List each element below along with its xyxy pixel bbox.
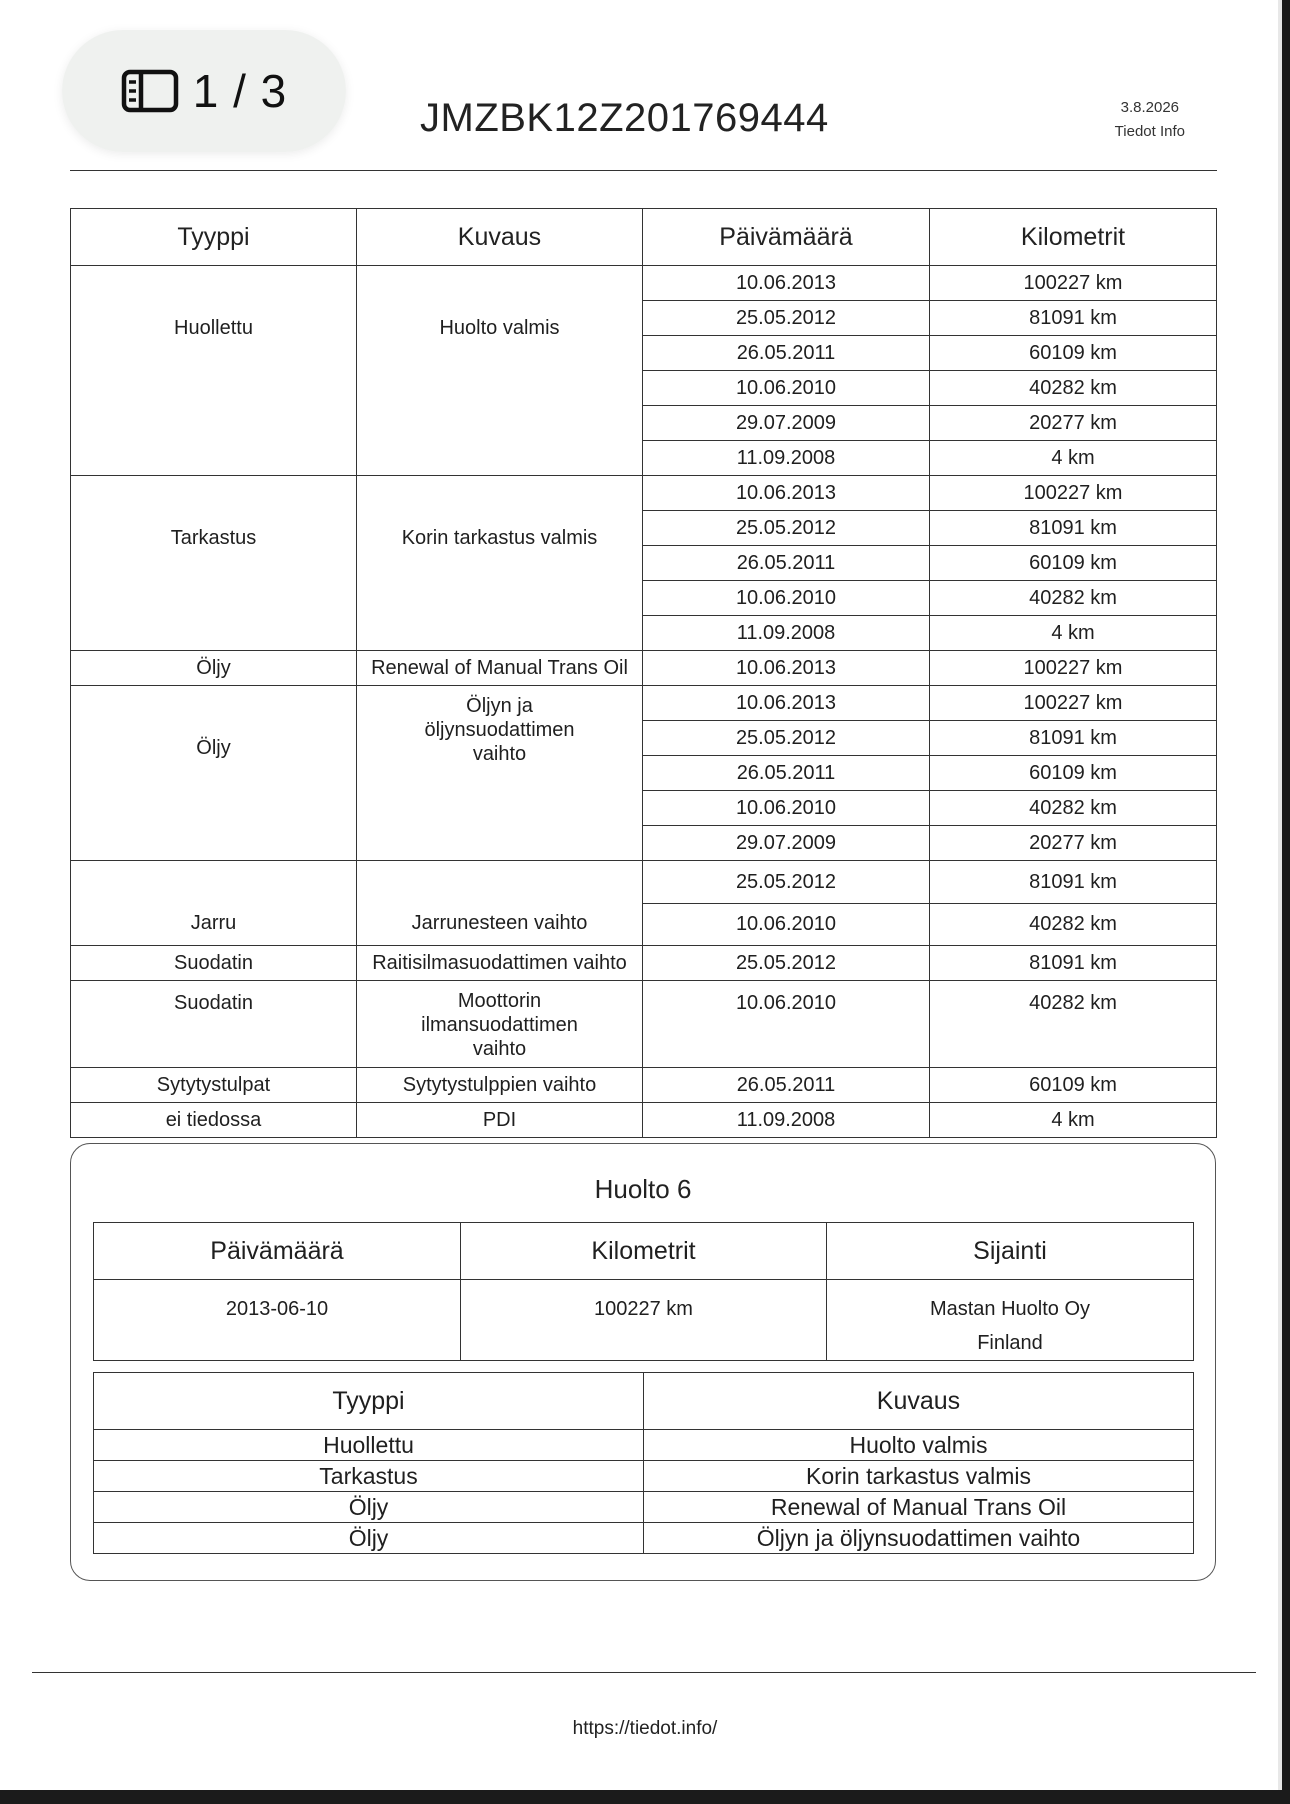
type-cell: Öljy [71,686,357,861]
item-description-cell: Renewal of Manual Trans Oil [644,1492,1194,1523]
km-cell: 40282 km [930,581,1217,616]
summary-km: 100227 km [461,1280,827,1361]
summary-header-km: Kilometrit [461,1223,827,1280]
item-description-cell: Korin tarkastus valmis [644,1461,1194,1492]
date-cell: 25.05.2012 [643,721,930,756]
location-country: Finland [977,1332,1043,1354]
date-cell: 10.06.2013 [643,476,930,511]
table-row [94,1461,1194,1492]
date-cell: 25.05.2012 [643,511,930,546]
service-card-title: Huolto 6 [594,1174,692,1204]
description-cell: Moottorin ilmansuodattimen vaihto [357,981,643,1068]
date-cell: 11.09.2008 [643,1103,930,1138]
summary-header-row [94,1223,1194,1280]
date-cell: 26.05.2011 [643,1068,930,1103]
km-cell: 60109 km [930,336,1217,371]
description-cell: PDI [357,1103,643,1138]
table-row [71,476,1217,511]
footer-link[interactable]: https://tiedot.info/ [572,1718,718,1739]
type-cell: Öljy [71,651,357,686]
km-cell: 100227 km [930,476,1217,511]
table-row [71,266,1217,301]
footer-divider [32,1672,1256,1673]
item-type-cell: Öljy [94,1492,644,1523]
table-row [71,1103,1217,1138]
km-cell: 40282 km [930,903,1217,946]
item-description-cell: Öljyn ja öljynsuodattimen vaihto [644,1523,1194,1554]
km-cell: 60109 km [930,546,1217,581]
km-cell: 4 km [930,1103,1217,1138]
km-cell: 60109 km [930,1068,1217,1103]
item-description-cell: Huolto valmis [644,1430,1194,1461]
table-row [94,1430,1194,1461]
type-cell: Sytytystulpat [71,1068,357,1103]
service-history-table [70,208,1217,1138]
summary-row [94,1280,1194,1361]
date-cell: 10.06.2013 [643,651,930,686]
date-cell: 11.09.2008 [643,616,930,651]
items-header-row [94,1373,1194,1430]
table-row [71,651,1217,686]
description-cell: Huolto valmis [357,266,643,476]
col-header-type: Tyyppi [71,209,357,266]
km-cell: 20277 km [930,406,1217,441]
description-cell: Öljyn ja öljynsuodattimen vaihto [357,686,643,861]
page-thumbnails-icon [121,69,179,113]
history-body [71,266,1217,1138]
table-row [71,981,1217,1068]
service-items-table [93,1372,1194,1554]
location-name: Mastan Huolto Oy [929,1298,1091,1320]
km-cell: 4 km [930,441,1217,476]
col-header-description: Kuvaus [357,209,643,266]
summary-header-date: Päivämäärä [94,1223,461,1280]
date-cell: 10.06.2010 [643,791,930,826]
date-cell: 29.07.2009 [643,406,930,441]
table-row [94,1492,1194,1523]
table-row [71,946,1217,981]
vin-title: JMZBK12Z201769444 [420,96,829,140]
date-cell: 10.06.2013 [643,266,930,301]
items-header-type: Tyyppi [94,1373,644,1430]
print-date: 3.8.2026 [1120,99,1180,116]
km-cell: 60109 km [930,756,1217,791]
col-header-date: Päivämäärä [643,209,930,266]
km-cell: 40282 km [930,791,1217,826]
items-body [94,1430,1194,1554]
date-cell: 25.05.2012 [643,861,930,904]
table-row [71,861,1217,904]
service-summary-table [93,1222,1194,1361]
date-cell: 29.07.2009 [643,826,930,861]
km-cell: 81091 km [930,511,1217,546]
page-count: 1 / 3 [192,65,288,117]
summary-header-location: Sijainti [827,1223,1194,1280]
date-cell: 10.06.2010 [643,371,930,406]
header-divider [70,170,1217,171]
type-cell: Suodatin [71,981,357,1068]
source-name: Tiedot Info [1114,123,1185,140]
table-row [71,686,1217,721]
service-card [70,1143,1216,1581]
description-cell: Sytytystulppien vaihto [357,1068,643,1103]
col-header-km: Kilometrit [930,209,1217,266]
km-cell: 81091 km [930,721,1217,756]
km-cell: 81091 km [930,946,1217,981]
km-cell: 20277 km [930,826,1217,861]
km-cell: 81091 km [930,301,1217,336]
km-cell: 100227 km [930,686,1217,721]
km-cell: 81091 km [930,861,1217,904]
type-cell: Jarru [71,861,357,946]
date-cell: 10.06.2010 [643,981,930,1068]
description-cell: Korin tarkastus valmis [357,476,643,651]
summary-location [827,1280,1194,1361]
description-cell: Renewal of Manual Trans Oil [357,651,643,686]
date-cell: 10.06.2010 [643,581,930,616]
type-cell: ei tiedossa [71,1103,357,1138]
header-meta [1115,96,1185,144]
history-header-row [71,209,1217,266]
date-cell: 25.05.2012 [643,946,930,981]
date-cell: 10.06.2010 [643,903,930,946]
description-cell: Jarrunesteen vaihto [357,861,643,946]
items-header-description: Kuvaus [644,1373,1194,1430]
item-type-cell: Tarkastus [94,1461,644,1492]
km-cell: 100227 km [930,651,1217,686]
date-cell: 26.05.2011 [643,336,930,371]
description-cell: Raitisilmasuodattimen vaihto [357,946,643,981]
summary-date: 2013-06-10 [94,1280,461,1361]
date-cell: 11.09.2008 [643,441,930,476]
table-row [71,1068,1217,1103]
item-type-cell: Öljy [94,1523,644,1554]
type-cell: Tarkastus [71,476,357,651]
page-indicator[interactable] [62,30,346,152]
date-cell: 26.05.2011 [643,546,930,581]
km-cell: 40282 km [930,371,1217,406]
date-cell: 26.05.2011 [643,756,930,791]
date-cell: 25.05.2012 [643,301,930,336]
item-type-cell: Huollettu [94,1430,644,1461]
km-cell: 40282 km [930,981,1217,1068]
type-cell: Suodatin [71,946,357,981]
date-cell: 10.06.2013 [643,686,930,721]
table-row [94,1523,1194,1554]
type-cell: Huollettu [71,266,357,476]
km-cell: 4 km [930,616,1217,651]
km-cell: 100227 km [930,266,1217,301]
